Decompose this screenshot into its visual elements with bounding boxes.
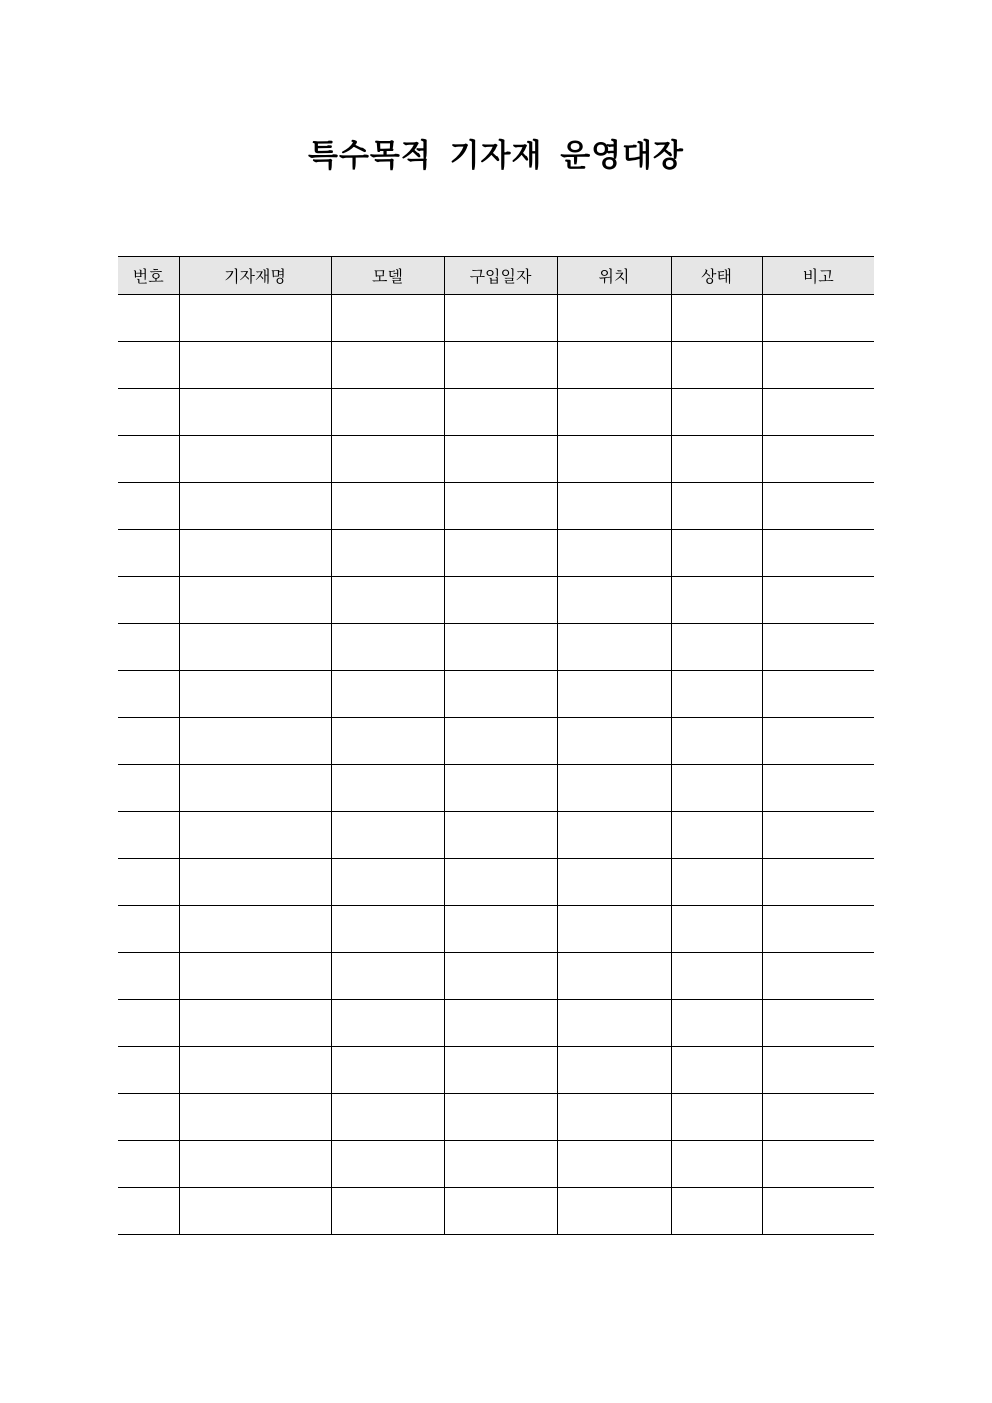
cell-model[interactable] — [331, 389, 444, 436]
table-row — [118, 1141, 874, 1188]
cell-location[interactable] — [557, 1094, 671, 1141]
cell-status[interactable] — [671, 906, 762, 953]
cell-equipment-name[interactable] — [179, 436, 331, 483]
table-row — [118, 389, 874, 436]
table-row — [118, 953, 874, 1000]
table-row — [118, 1000, 874, 1047]
cell-remarks[interactable] — [762, 1000, 874, 1047]
cell-status[interactable] — [671, 1047, 762, 1094]
cell-location[interactable] — [557, 1141, 671, 1188]
cell-purchase-date[interactable] — [444, 812, 557, 859]
cell-model[interactable] — [331, 577, 444, 624]
cell-number[interactable] — [118, 483, 179, 530]
cell-location[interactable] — [557, 812, 671, 859]
table-row — [118, 906, 874, 953]
cell-remarks[interactable] — [762, 1188, 874, 1235]
cell-location[interactable] — [557, 1047, 671, 1094]
column-header-purchase-date: 구입일자 — [444, 257, 557, 295]
cell-purchase-date[interactable] — [444, 1000, 557, 1047]
cell-equipment-name[interactable] — [179, 1188, 331, 1235]
cell-equipment-name[interactable] — [179, 812, 331, 859]
cell-purchase-date[interactable] — [444, 624, 557, 671]
cell-status[interactable] — [671, 812, 762, 859]
cell-remarks[interactable] — [762, 812, 874, 859]
cell-status[interactable] — [671, 1188, 762, 1235]
cell-status[interactable] — [671, 859, 762, 906]
cell-number[interactable] — [118, 953, 179, 1000]
cell-remarks[interactable] — [762, 765, 874, 812]
cell-number[interactable] — [118, 1047, 179, 1094]
cell-purchase-date[interactable] — [444, 671, 557, 718]
cell-remarks[interactable] — [762, 389, 874, 436]
cell-purchase-date[interactable] — [444, 859, 557, 906]
column-header-location: 위치 — [557, 257, 671, 295]
cell-model[interactable] — [331, 530, 444, 577]
cell-number[interactable] — [118, 1000, 179, 1047]
cell-remarks[interactable] — [762, 953, 874, 1000]
cell-equipment-name[interactable] — [179, 1000, 331, 1047]
cell-purchase-date[interactable] — [444, 1047, 557, 1094]
cell-status[interactable] — [671, 436, 762, 483]
cell-model[interactable] — [331, 1000, 444, 1047]
cell-model[interactable] — [331, 906, 444, 953]
cell-number[interactable] — [118, 718, 179, 765]
cell-equipment-name[interactable] — [179, 953, 331, 1000]
cell-number[interactable] — [118, 812, 179, 859]
cell-location[interactable] — [557, 906, 671, 953]
cell-equipment-name[interactable] — [179, 906, 331, 953]
cell-model[interactable] — [331, 342, 444, 389]
cell-purchase-date[interactable] — [444, 906, 557, 953]
cell-remarks[interactable] — [762, 436, 874, 483]
cell-status[interactable] — [671, 577, 762, 624]
table-row — [118, 718, 874, 765]
cell-remarks[interactable] — [762, 906, 874, 953]
cell-location[interactable] — [557, 765, 671, 812]
table-row — [118, 624, 874, 671]
cell-location[interactable] — [557, 389, 671, 436]
cell-equipment-name[interactable] — [179, 671, 331, 718]
cell-status[interactable] — [671, 718, 762, 765]
cell-number[interactable] — [118, 859, 179, 906]
cell-equipment-name[interactable] — [179, 530, 331, 577]
cell-number[interactable] — [118, 342, 179, 389]
cell-model[interactable] — [331, 295, 444, 342]
cell-purchase-date[interactable] — [444, 1141, 557, 1188]
cell-number[interactable] — [118, 389, 179, 436]
cell-status[interactable] — [671, 1000, 762, 1047]
cell-status[interactable] — [671, 953, 762, 1000]
cell-purchase-date[interactable] — [444, 577, 557, 624]
column-header-remarks: 비고 — [762, 257, 874, 295]
cell-status[interactable] — [671, 1141, 762, 1188]
cell-location[interactable] — [557, 624, 671, 671]
cell-number[interactable] — [118, 1188, 179, 1235]
table-row — [118, 577, 874, 624]
table-row — [118, 859, 874, 906]
cell-remarks[interactable] — [762, 718, 874, 765]
cell-purchase-date[interactable] — [444, 342, 557, 389]
cell-model[interactable] — [331, 812, 444, 859]
cell-location[interactable] — [557, 483, 671, 530]
cell-location[interactable] — [557, 577, 671, 624]
cell-remarks[interactable] — [762, 342, 874, 389]
cell-remarks[interactable] — [762, 530, 874, 577]
cell-model[interactable] — [331, 1094, 444, 1141]
cell-number[interactable] — [118, 906, 179, 953]
cell-location[interactable] — [557, 342, 671, 389]
table-row — [118, 530, 874, 577]
cell-location[interactable] — [557, 1188, 671, 1235]
cell-purchase-date[interactable] — [444, 1094, 557, 1141]
cell-purchase-date[interactable] — [444, 530, 557, 577]
cell-remarks[interactable] — [762, 624, 874, 671]
cell-purchase-date[interactable] — [444, 483, 557, 530]
cell-remarks[interactable] — [762, 577, 874, 624]
cell-purchase-date[interactable] — [444, 1188, 557, 1235]
cell-remarks[interactable] — [762, 483, 874, 530]
cell-equipment-name[interactable] — [179, 859, 331, 906]
cell-location[interactable] — [557, 295, 671, 342]
cell-equipment-name[interactable] — [179, 389, 331, 436]
table-row — [118, 436, 874, 483]
cell-number[interactable] — [118, 624, 179, 671]
column-header-status: 상태 — [671, 257, 762, 295]
cell-location[interactable] — [557, 1000, 671, 1047]
cell-model[interactable] — [331, 436, 444, 483]
cell-status[interactable] — [671, 624, 762, 671]
table-header-row — [118, 257, 874, 295]
cell-location[interactable] — [557, 859, 671, 906]
cell-equipment-name[interactable] — [179, 1141, 331, 1188]
cell-purchase-date[interactable] — [444, 953, 557, 1000]
cell-model[interactable] — [331, 859, 444, 906]
cell-model[interactable] — [331, 671, 444, 718]
cell-equipment-name[interactable] — [179, 1047, 331, 1094]
cell-status[interactable] — [671, 1094, 762, 1141]
cell-equipment-name[interactable] — [179, 624, 331, 671]
table-row — [118, 765, 874, 812]
cell-purchase-date[interactable] — [444, 436, 557, 483]
cell-purchase-date[interactable] — [444, 389, 557, 436]
cell-location[interactable] — [557, 530, 671, 577]
cell-number[interactable] — [118, 671, 179, 718]
cell-purchase-date[interactable] — [444, 718, 557, 765]
cell-status[interactable] — [671, 483, 762, 530]
cell-equipment-name[interactable] — [179, 1094, 331, 1141]
column-header-equipment-name: 기자재명 — [179, 257, 331, 295]
cell-model[interactable] — [331, 718, 444, 765]
cell-model[interactable] — [331, 1141, 444, 1188]
column-header-model: 모델 — [331, 257, 444, 295]
cell-equipment-name[interactable] — [179, 295, 331, 342]
page-title: 특수목적 기자재 운영대장 — [308, 138, 684, 174]
cell-number[interactable] — [118, 530, 179, 577]
cell-equipment-name[interactable] — [179, 483, 331, 530]
table-row — [118, 1047, 874, 1094]
cell-number[interactable] — [118, 765, 179, 812]
table-row — [118, 812, 874, 859]
cell-remarks[interactable] — [762, 671, 874, 718]
cell-purchase-date[interactable] — [444, 765, 557, 812]
cell-model[interactable] — [331, 1188, 444, 1235]
cell-location[interactable] — [557, 671, 671, 718]
cell-number[interactable] — [118, 1141, 179, 1188]
cell-remarks[interactable] — [762, 295, 874, 342]
table-row — [118, 342, 874, 389]
table-body — [118, 295, 874, 1235]
cell-model[interactable] — [331, 765, 444, 812]
table-row — [118, 295, 874, 342]
cell-status[interactable] — [671, 530, 762, 577]
cell-equipment-name[interactable] — [179, 577, 331, 624]
cell-status[interactable] — [671, 765, 762, 812]
cell-remarks[interactable] — [762, 1047, 874, 1094]
table-row — [118, 1188, 874, 1235]
cell-remarks[interactable] — [762, 1141, 874, 1188]
cell-location[interactable] — [557, 953, 671, 1000]
cell-number[interactable] — [118, 577, 179, 624]
cell-equipment-name[interactable] — [179, 718, 331, 765]
cell-purchase-date[interactable] — [444, 295, 557, 342]
cell-remarks[interactable] — [762, 859, 874, 906]
cell-remarks[interactable] — [762, 1094, 874, 1141]
cell-model[interactable] — [331, 624, 444, 671]
cell-status[interactable] — [671, 295, 762, 342]
cell-status[interactable] — [671, 389, 762, 436]
cell-number[interactable] — [118, 295, 179, 342]
cell-status[interactable] — [671, 671, 762, 718]
cell-location[interactable] — [557, 718, 671, 765]
column-header-number: 번호 — [118, 257, 179, 295]
cell-number[interactable] — [118, 1094, 179, 1141]
cell-equipment-name[interactable] — [179, 765, 331, 812]
cell-model[interactable] — [331, 483, 444, 530]
table-row — [118, 671, 874, 718]
equipment-ledger-table — [118, 256, 874, 1235]
cell-location[interactable] — [557, 436, 671, 483]
cell-equipment-name[interactable] — [179, 342, 331, 389]
cell-model[interactable] — [331, 1047, 444, 1094]
table-row — [118, 483, 874, 530]
table-row — [118, 1094, 874, 1141]
cell-status[interactable] — [671, 342, 762, 389]
cell-number[interactable] — [118, 436, 179, 483]
cell-model[interactable] — [331, 953, 444, 1000]
